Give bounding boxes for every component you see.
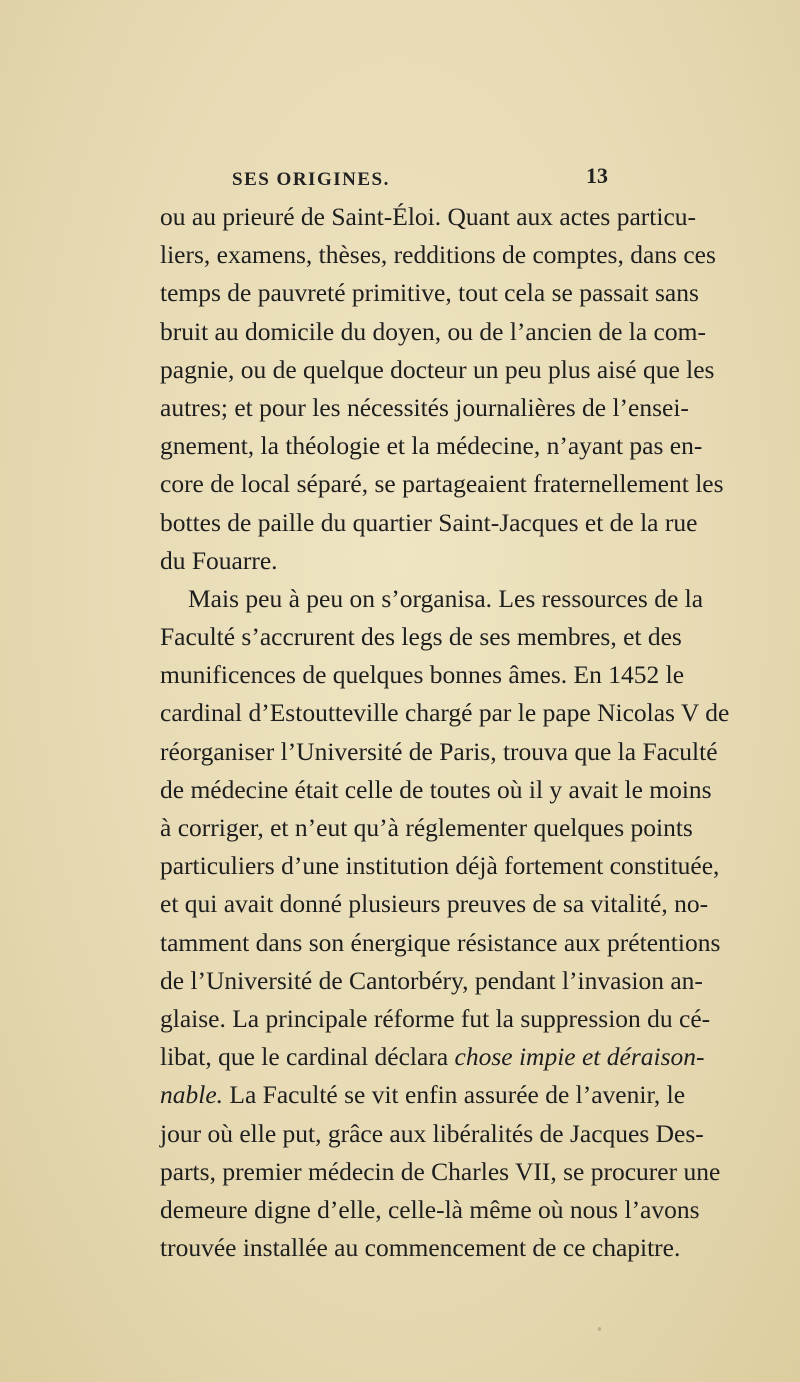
text-line-with-italic [160,1076,686,1114]
text-line: particuliers d’une institution déjà fortement constituée, [160,851,720,881]
paragraph-start-line: Mais peu à peu on s’organisa. Les ressources de la [188,583,704,613]
text-line: à corriger, et n’eut qu’à réglementer quelques points [160,813,693,842]
text-line: bruit au domicile du doyen, ou de l’ancien de la com- [160,316,706,346]
paragraph-end-line: du Fouarre. [160,545,278,575]
text-line: autres; et pour les nécessités journalières de l’ensei- [160,392,689,422]
text-line: tamment dans son énergique résistance aux prétentions [160,927,721,957]
italic-quote: chose impie et déraison- [454,1042,705,1072]
text-line: et qui avait donné plusieurs preuves de sa vitalité, no- [160,889,709,919]
text-line: réorganiser l’Université de Paris, trouva que la Faculté [160,736,718,766]
italic-quote: nable. [160,1080,224,1110]
paper-speck [598,1327,601,1331]
page-number: 13 [586,163,608,188]
running-head [0,163,800,193]
text-line: pagnie, ou de quelque docteur un peu plus aisé que les [160,354,715,384]
running-title: SES ORIGINES. [232,169,390,190]
text-line: ou au prieuré de Saint-Éloi. Quant aux actes particu- [160,202,697,231]
text-line-with-italic [160,1038,705,1076]
text-line: munificences de quelques bonnes âmes. En 1452 le [160,660,685,690]
text-line: liers, examens, thèses, redditions de comptes, dans ces [160,240,716,270]
text-line: demeure digne d’elle, celle-là même où nous l’avons [160,1194,700,1224]
text-line: bottes de paille du quartier Saint-Jacques et de la rue [160,507,698,537]
text-line: de l’Université de Cantorbéry, pendant l’invasion an- [160,965,703,995]
text-segment: libat, que le cardinal déclara [160,1042,455,1072]
text-line: parts, premier médecin de Charles VII, se procurer une [160,1156,721,1186]
text-line: de médecine était celle de toutes où il y avait le moins [160,774,712,804]
text-line: glaise. La principale réforme fut la suppression du cé- [160,1003,711,1033]
text-segment: La Faculté se vit enfin assurée de l’avenir, le [223,1080,686,1110]
text-line: temps de pauvreté primitive, tout cela se passait sans [160,278,699,308]
body-text [160,198,730,1267]
paragraph-end-line: trouvée installée au commencement de ce chapitre. [160,1233,681,1263]
text-line: gnement, la théologie et la médecine, n’ayant pas en- [160,431,703,461]
text-line: core de local séparé, se partageaient fraternellement les [160,469,724,499]
text-line: Faculté s’accrurent des legs de ses membres, et des [160,622,682,652]
text-line: jour où elle put, grâce aux libéralités de Jacques Des- [160,1118,704,1148]
text-line: cardinal d’Estoutteville chargé par le pape Nicolas V de [160,698,730,728]
